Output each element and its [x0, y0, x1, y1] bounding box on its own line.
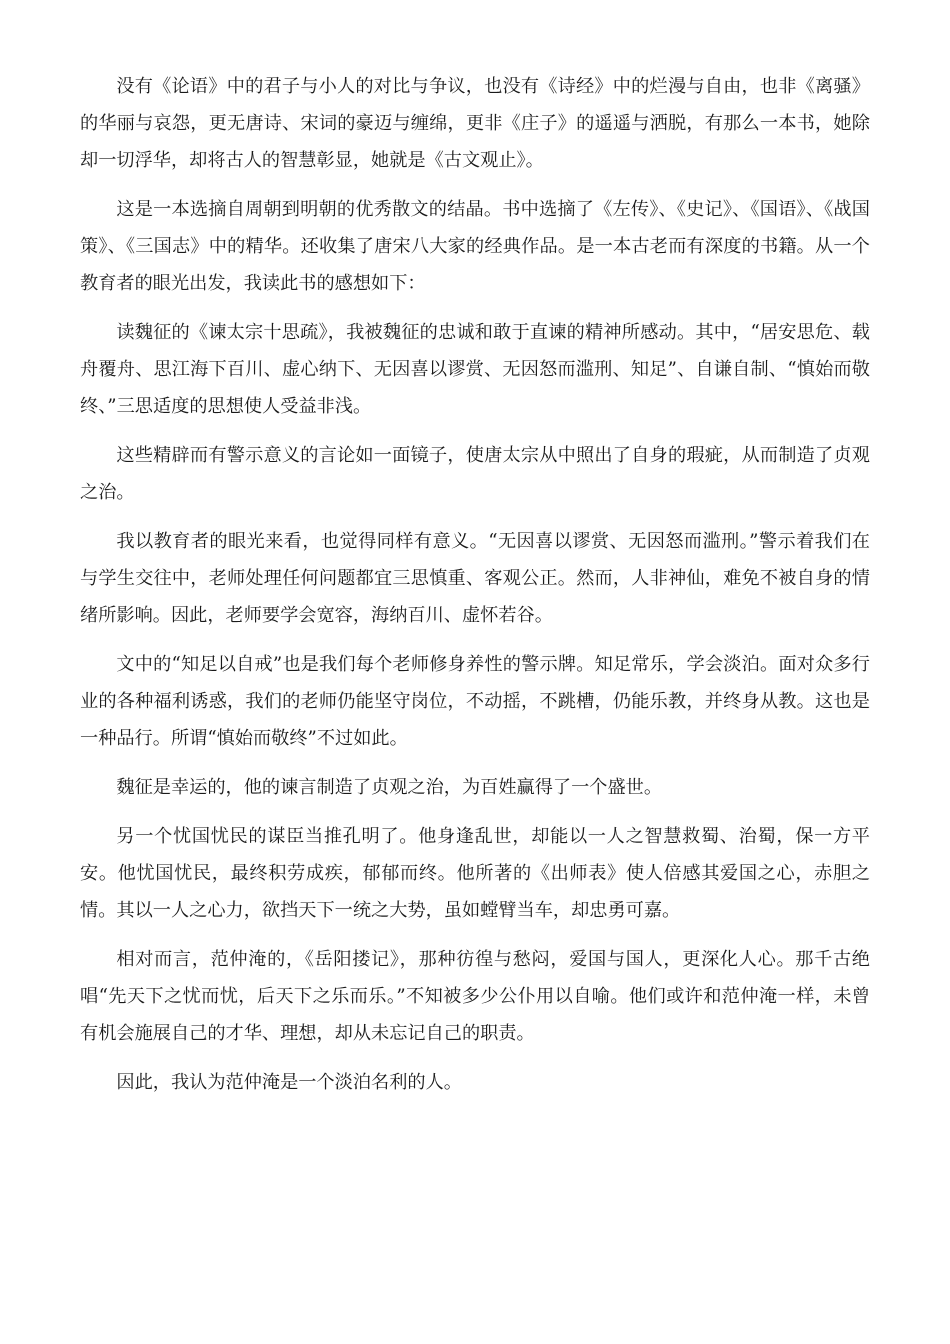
paragraph-10: 因此，我认为范仲淹是一个淡泊名利的人。 [116, 1072, 462, 1093]
paragraph-7: 魏征是幸运的，他的谏言制造了贞观之治，为百姓赢得了一个盛世。 [116, 777, 663, 798]
paragraph-9: 相对而言，范仲淹的，《岳阳搂记》，那种彷徨与愁闷，爱国与国人，更深化人心。那千古绝唱“先天下之忧而忧，后天下之乐而乐。”不知被多少公仆用以自喻。他们或许和范仲淹一样，未曾有机会施展自己的才华、理想，却从未忘记自己的职责。 [80, 949, 870, 1044]
paragraph-4: 这些精辟而有警示意义的言论如一面镜子，使唐太宗从中照出了自身的瑕疵，从而制造了贞观之治。 [80, 445, 870, 503]
paragraph-5: 我以教育者的眼光来看，也觉得同样有意义。“无因喜以谬赏、无因怒而滥刑。”警示着我们在与学生交往中，老师处理任何问题都宜三思慎重、客观公正。然而，人非神仙，难免不被自身的情绪所影响。因此，老师要学会宽容，海纳百川、虚怀若谷。 [80, 531, 870, 626]
paragraph-3: 读魏征的《谏太宗十思疏》，我被魏征的忠诚和敢于直谏的精神所感动。其中，“居安思危、载舟覆舟、思江海下百川、虚心纳下、无因喜以谬赏、无因怒而滥刑、知足”、自谦自制、“慎始而敬终、”三思适度的思想使人受益非浅。 [80, 322, 870, 417]
paragraph-1: 没有《论语》中的君子与小人的对比与争议，也没有《诗经》中的烂漫与自由，也非《离骚》的华丽与哀怨，更无唐诗、宋词的豪迈与缠绵，更非《庄子》的遥遥与洒脱，有那么一本书，她除却一切浮华，却将古人的智慧彰显，她就是《古文观止》。 [80, 76, 870, 171]
paragraph-8: 另一个忧国忧民的谋臣当推孔明了。他身逢乱世，却能以一人之智慧救蜀、治蜀，保一方平安。他忧国忧民，最终积劳成疾，郁郁而终。他所著的《出师表》使人倍感其爱国之心，赤胆之情。其以一人之心力，欲挡天下一统之大势，虽如螳臂当车，却忠勇可嘉。 [80, 826, 870, 921]
paragraph-2: 这是一本选摘自周朝到明朝的优秀散文的结晶。书中选摘了《左传》、《史记》、《国语》、《战国策》、《三国志》中的精华。还收集了唐宋八大家的经典作品。是一本古老而有深度的书籍。从一个教育者的眼光出发，我读此书的感想如下： [80, 199, 870, 294]
paragraph-6: 文中的“知足以自戒”也是我们每个老师修身养性的警示牌。知足常乐，学会淡泊。面对众多行业的各种福利诱惑，我们的老师仍能坚守岗位，不动摇，不跳槽，仍能乐教，并终身从教。这也是一种品行。所谓“慎始而敬终”不过如此。 [80, 654, 870, 749]
document-body [80, 68, 870, 1113]
